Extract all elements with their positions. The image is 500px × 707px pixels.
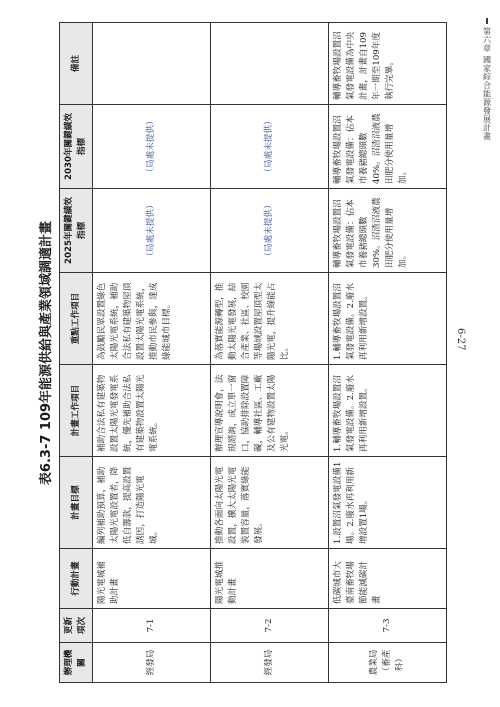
rotated-table-page bbox=[35, 23, 465, 683]
cell-key: 1.輔導畜牧場設置沼氣發電設備。2.廢水再利用新增設置。 bbox=[329, 273, 447, 365]
cell-note: 輔導畜牧場設置沼氣發電設備為中央計畫，計畫自109年一期至109年度執行完畢。 bbox=[329, 23, 447, 105]
cell-agency: 經發局 bbox=[93, 643, 211, 683]
header-kpi2030: 2030年關鍵績效指標 bbox=[60, 105, 93, 189]
cell-goal: 1.設置沼氣發電設備1場。2.廢水再利用新增設置1場。 bbox=[329, 457, 447, 549]
cell-plan: 陽光電城推動計畫 bbox=[211, 549, 329, 609]
header-key: 重點工作項目 bbox=[60, 273, 93, 365]
cell-kpi2025: （局處未提供） bbox=[93, 189, 211, 273]
cell-kpi2030: （局處未提供） bbox=[211, 105, 329, 189]
cell-goal: 推動各面向太陽光電設置，擴大太陽光電裝置容量，落實綠能發展。 bbox=[211, 457, 329, 549]
cell-item: 7-1 bbox=[93, 609, 211, 643]
table-row bbox=[93, 23, 211, 683]
header-agency: 辦理機關 bbox=[60, 643, 93, 683]
running-header bbox=[480, 18, 494, 141]
page-number: 6-27 bbox=[455, 328, 466, 351]
cell-kpi2025: 輔導畜牧場設置沼氣發電設備：佔本市養豬總頭數30%。沼渣沼液農田肥分使用量增加。 bbox=[329, 189, 447, 273]
cell-plan: 陽光電城補助計畫 bbox=[93, 549, 211, 609]
cell-work: 1.輔導畜牧場設置沼氣發電設備。2.廢水再利用新增設置。 bbox=[329, 365, 447, 457]
cell-goal: 編列補助預算，補助太陽光電設置者，降低自籌款，提高設置誘因，打造陽光電城。 bbox=[93, 457, 211, 549]
table-row bbox=[329, 23, 447, 683]
cell-kpi2030: 輔導畜牧場設置沼氣發電設備：佔本市養豬總頭數40%。沼渣沼液農田肥分使用量增加。 bbox=[329, 105, 447, 189]
cell-kpi2025: （局處未提供） bbox=[211, 189, 329, 273]
header-plan: 行動計畫 bbox=[60, 549, 93, 609]
table-row bbox=[211, 23, 329, 683]
cell-plan: 低碳城市大臺南畜牧場節能減碳計畫 bbox=[329, 549, 447, 609]
cell-agency: 經發局 bbox=[211, 643, 329, 683]
cell-kpi2030: （局處未提供） bbox=[93, 105, 211, 189]
cell-note bbox=[211, 23, 329, 105]
header-bar bbox=[486, 18, 488, 24]
adaptation-plan-table bbox=[59, 22, 447, 683]
cell-key: 為落實能源轉型，推動太陽光電發展，結合產業、社區、校園等場域設置屋頂型太陽光電，提升綠能占比。 bbox=[211, 273, 329, 365]
header-item: 更新項次 bbox=[60, 609, 93, 643]
cell-item: 7-2 bbox=[211, 609, 329, 643]
cell-work: 辦理宣導說明會，法規諮詢，成立單一窗口，協助排除設置障礙，輔導社區、工廠及公有建物設置太陽光電。 bbox=[211, 365, 329, 457]
cell-key: 為鼓勵民眾設置綠色太陽光電系統，補助合法私有建築物屋頂設置太陽光電系統，推動市民參與，達成綠能城市目標。 bbox=[93, 273, 211, 365]
header-row bbox=[60, 23, 93, 683]
cell-work: 補助合法私有建築物設置太陽光電發電系統，優先補助合法私有建築物設置太陽光電系統。 bbox=[93, 365, 211, 457]
cell-note bbox=[93, 23, 211, 105]
header-work: 計畫工作項目 bbox=[60, 365, 93, 457]
cell-item: 7-3 bbox=[329, 609, 447, 643]
header-goal: 計畫目標 bbox=[60, 457, 93, 549]
cell-agency: 農業局（畜產科） bbox=[329, 643, 447, 683]
header-note: 備註 bbox=[60, 23, 93, 105]
header-kpi2025: 2025年關鍵績效指標 bbox=[60, 189, 93, 273]
table-title: 表6.3-7 109年能源供給與產業領域調適計畫 bbox=[39, 220, 54, 486]
running-header-text: 第六章 國家綜合能源發展計畫 bbox=[482, 27, 492, 141]
